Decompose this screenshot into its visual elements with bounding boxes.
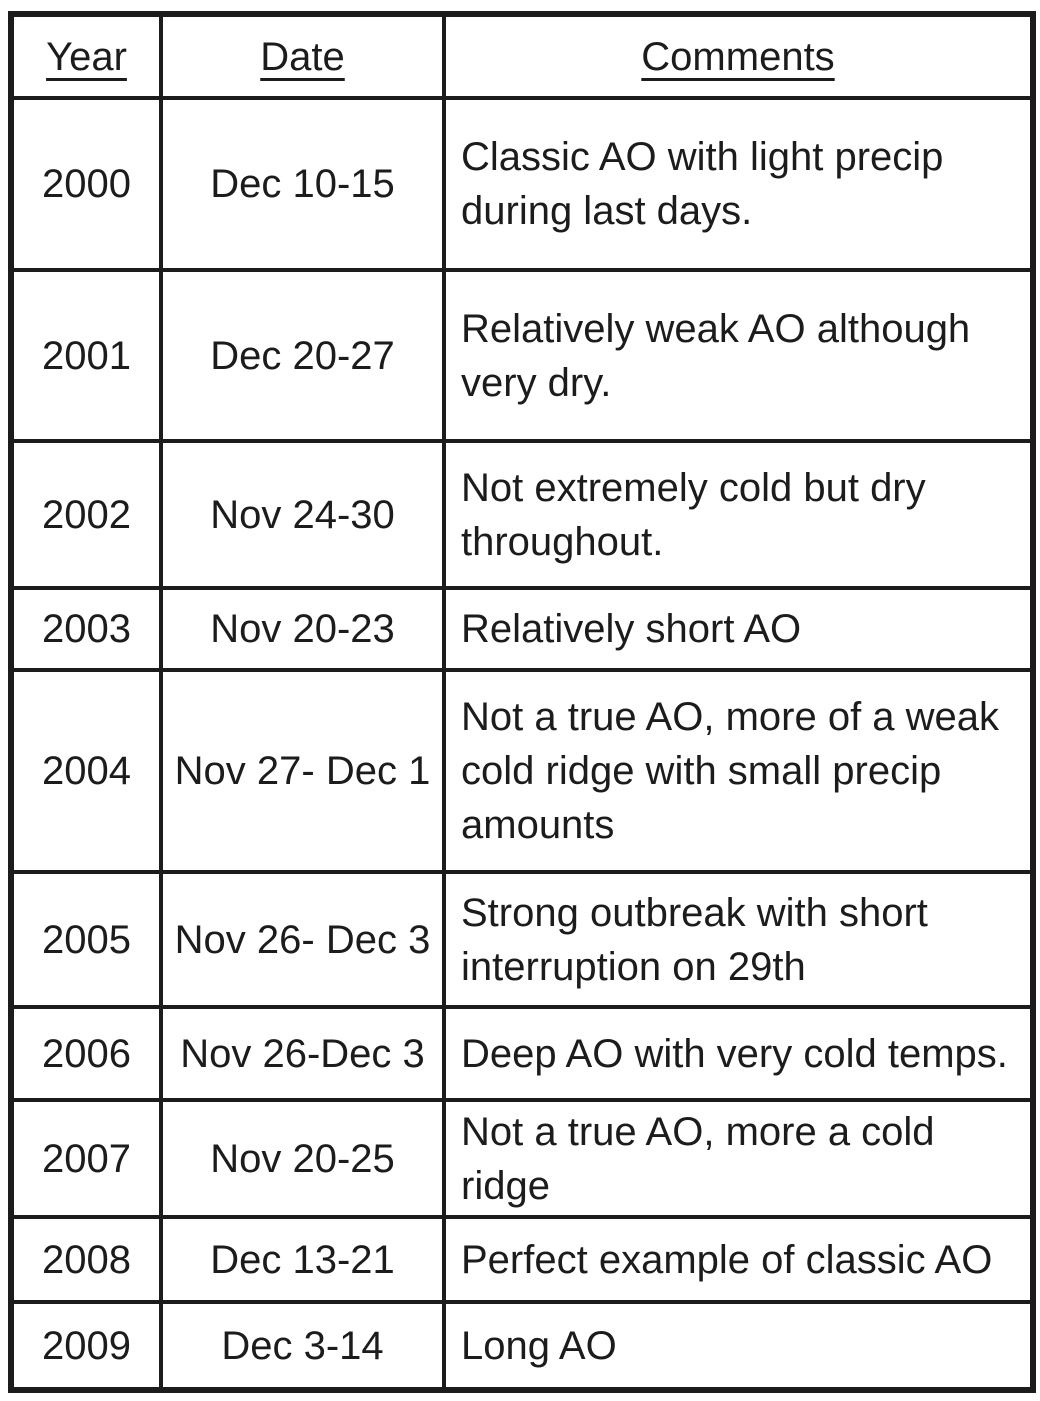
table-row: [11, 270, 1033, 441]
table-body: [11, 98, 1033, 1390]
comment-cell: Long AO: [444, 1302, 1033, 1390]
date-cell: Dec 13-21: [161, 1217, 444, 1302]
year-cell: 2007: [11, 1100, 161, 1217]
year-cell: 2006: [11, 1007, 161, 1100]
date-cell: Dec 20-27: [161, 270, 444, 441]
comment-cell: Not extremely cold but dry throughout.: [444, 441, 1033, 588]
year-cell: 2002: [11, 441, 161, 588]
table-row: [11, 98, 1033, 270]
year-cell: 2003: [11, 588, 161, 670]
header-row: [11, 14, 1033, 98]
year-cell: 2008: [11, 1217, 161, 1302]
date-cell: Nov 20-23: [161, 588, 444, 670]
date-cell: Nov 27- Dec 1: [161, 670, 444, 872]
header-year: [11, 14, 161, 98]
year-cell: 2001: [11, 270, 161, 441]
year-cell: 2009: [11, 1302, 161, 1390]
table-row: [11, 670, 1033, 872]
comment-cell: Strong outbreak with short interruption on 29th: [444, 872, 1033, 1007]
date-cell: Nov 26- Dec 3: [161, 872, 444, 1007]
year-cell: 2000: [11, 98, 161, 270]
table-row: [11, 872, 1033, 1007]
table-row: [11, 588, 1033, 670]
table-row: [11, 1007, 1033, 1100]
comment-cell: Not a true AO, more of a weak cold ridge with small precip amounts: [444, 670, 1033, 872]
header-comments-label: Comments: [641, 34, 835, 79]
comment-cell: Perfect example of classic AO: [444, 1217, 1033, 1302]
date-cell: Nov 26-Dec 3: [161, 1007, 444, 1100]
date-cell: Dec 10-15: [161, 98, 444, 270]
header-year-label: Year: [46, 34, 127, 79]
table-row: [11, 1100, 1033, 1217]
ao-events-table: [8, 11, 1036, 1393]
table-row: [11, 441, 1033, 588]
header-date: [161, 14, 444, 98]
header-date-label: Date: [260, 34, 345, 79]
comment-cell: Relatively weak AO although very dry.: [444, 270, 1033, 441]
comment-cell: Classic AO with light precip during last days.: [444, 98, 1033, 270]
comment-cell: Deep AO with very cold temps.: [444, 1007, 1033, 1100]
date-cell: Nov 20-25: [161, 1100, 444, 1217]
table-row: [11, 1302, 1033, 1390]
date-cell: Dec 3-14: [161, 1302, 444, 1390]
date-cell: Nov 24-30: [161, 441, 444, 588]
header-comments: [444, 14, 1033, 98]
comment-cell: Relatively short AO: [444, 588, 1033, 670]
table-row: [11, 1217, 1033, 1302]
comment-cell: Not a true AO, more a cold ridge: [444, 1100, 1033, 1217]
year-cell: 2004: [11, 670, 161, 872]
year-cell: 2005: [11, 872, 161, 1007]
